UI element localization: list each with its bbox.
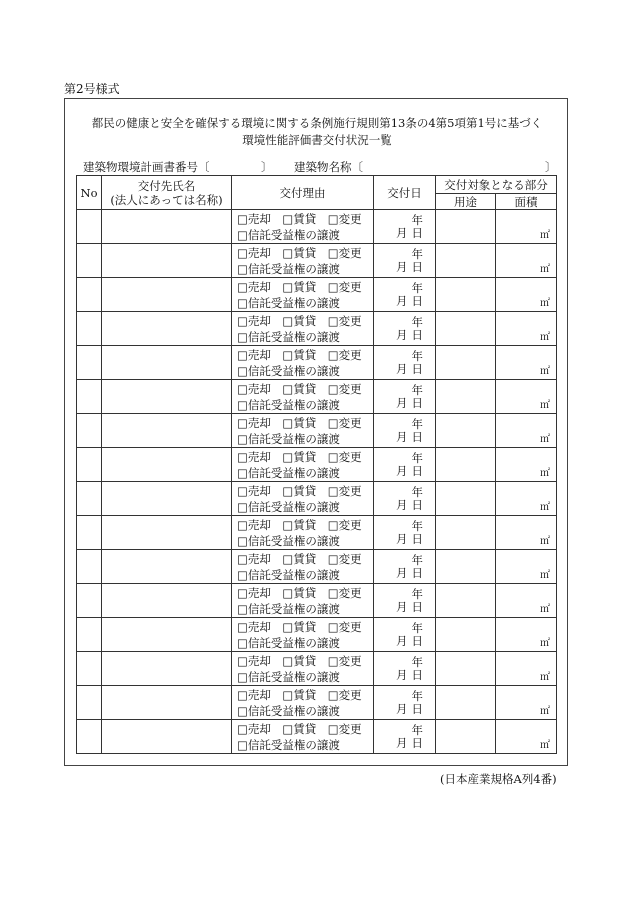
cell-no[interactable] [77,380,102,414]
cell-date[interactable] [374,652,436,686]
cell-no[interactable] [77,312,102,346]
reason-trust[interactable]: □信託受益権の譲渡 [237,295,340,310]
cell-use[interactable] [436,448,496,482]
reason-trust[interactable]: □信託受益権の譲渡 [237,499,340,514]
cell-use[interactable] [436,244,496,278]
date-year-label: 年 [411,689,423,703]
cell-date[interactable] [374,584,436,618]
header-recipient-line2: (法人にあっては名称) [110,192,223,207]
cell-use[interactable] [436,618,496,652]
cell-area[interactable] [496,278,557,312]
cell-use[interactable] [436,210,496,244]
cell-area[interactable] [496,720,557,754]
area-unit: ㎡ [540,672,550,683]
cell-use[interactable] [436,414,496,448]
reason-options[interactable]: □売却 □賃貸 □変更 [237,551,362,566]
cell-no[interactable] [77,482,102,516]
date-day-label: 日 [411,600,423,614]
date-day-label: 日 [411,736,423,750]
cell-reason[interactable] [232,686,374,720]
cell-use[interactable] [436,686,496,720]
cell-date[interactable] [374,414,436,448]
date-month-label: 月 [396,668,408,682]
table-row [77,720,557,754]
cell-reason[interactable] [232,210,374,244]
date-day-label: 日 [411,430,423,444]
date-year-label: 年 [411,553,423,567]
date-year-label: 年 [411,451,423,465]
cell-reason[interactable] [232,346,374,380]
reason-trust[interactable]: □信託受益権の譲渡 [237,601,340,616]
cell-no[interactable] [77,686,102,720]
area-unit: ㎡ [540,366,550,377]
cell-no[interactable] [77,278,102,312]
cell-reason[interactable] [232,380,374,414]
cell-reason[interactable] [232,516,374,550]
reason-options[interactable]: □売却 □賃貸 □変更 [237,619,362,634]
area-unit: ㎡ [540,434,550,445]
table-row [77,516,557,550]
date-year-label: 年 [411,621,423,635]
reason-trust[interactable]: □信託受益権の譲渡 [237,703,340,718]
cell-no[interactable] [77,210,102,244]
reason-trust[interactable]: □信託受益権の譲渡 [237,363,340,378]
reason-options[interactable]: □売却 □賃貸 □変更 [237,721,362,736]
cell-recipient[interactable] [102,618,232,652]
cell-use[interactable] [436,312,496,346]
cell-use[interactable] [436,346,496,380]
date-month-label: 月 [396,566,408,580]
cell-date[interactable] [374,278,436,312]
date-month-label: 月 [396,294,408,308]
date-month-label: 月 [396,362,408,376]
table-row [77,244,557,278]
date-month-label: 月 [396,736,408,750]
date-month-label: 月 [396,396,408,410]
cell-area[interactable] [496,346,557,380]
reason-options[interactable]: □売却 □賃貸 □変更 [237,517,362,532]
table-row [77,550,557,584]
header-recipient-line1: 交付先氏名 [137,178,196,193]
reason-trust[interactable]: □信託受益権の譲渡 [237,227,340,242]
cell-no[interactable] [77,618,102,652]
reason-options[interactable]: □売却 □賃貸 □変更 [237,381,362,396]
cell-use[interactable] [436,652,496,686]
cell-no[interactable] [77,244,102,278]
cell-recipient[interactable] [102,482,232,516]
cell-date[interactable] [374,482,436,516]
paper-size-note: (日本産業規格A列4番) [440,772,557,786]
issuance-table [76,175,557,754]
cell-reason[interactable] [232,278,374,312]
cell-area[interactable] [496,686,557,720]
reason-options[interactable]: □売却 □賃貸 □変更 [237,415,362,430]
date-month-label: 月 [396,600,408,614]
cell-recipient[interactable] [102,652,232,686]
cell-date[interactable] [374,312,436,346]
building-name-label: 建築物名称〔 [294,160,363,174]
cell-use[interactable] [436,516,496,550]
cell-area[interactable] [496,244,557,278]
cell-recipient[interactable] [102,584,232,618]
reason-options[interactable]: □売却 □賃貸 □変更 [237,313,362,328]
area-unit: ㎡ [540,332,550,343]
info-row [83,159,557,175]
reason-options[interactable]: □売却 □賃貸 □変更 [237,449,362,464]
reason-trust[interactable]: □信託受益権の譲渡 [237,261,340,276]
reason-trust[interactable]: □信託受益権の譲渡 [237,737,340,752]
header-recipient [102,176,232,210]
date-day-label: 日 [411,226,423,240]
form-title-line2: 環境性能評価書交付状況一覧 [242,133,392,147]
cell-reason[interactable] [232,448,374,482]
cell-area[interactable] [496,652,557,686]
area-unit: ㎡ [540,604,550,615]
cell-no[interactable] [77,652,102,686]
table-row [77,278,557,312]
date-day-label: 日 [411,566,423,580]
table-row [77,618,557,652]
cell-reason[interactable] [232,482,374,516]
date-month-label: 月 [396,634,408,648]
date-year-label: 年 [411,315,423,329]
cell-reason[interactable] [232,244,374,278]
reason-options[interactable]: □売却 □賃貸 □変更 [237,347,362,362]
area-unit: ㎡ [540,298,550,309]
date-year-label: 年 [411,587,423,601]
cell-reason[interactable] [232,652,374,686]
date-year-label: 年 [411,519,423,533]
table-row [77,414,557,448]
date-day-label: 日 [411,260,423,274]
reason-options[interactable]: □売却 □賃貸 □変更 [237,687,362,702]
cell-recipient[interactable] [102,720,232,754]
date-year-label: 年 [411,247,423,261]
date-month-label: 月 [396,430,408,444]
date-day-label: 日 [411,362,423,376]
date-day-label: 日 [411,498,423,512]
area-unit: ㎡ [540,706,550,717]
date-year-label: 年 [411,281,423,295]
cell-area[interactable] [496,380,557,414]
date-day-label: 日 [411,396,423,410]
plan-number-close: 〕 [261,160,273,174]
date-month-label: 月 [396,226,408,240]
date-month-label: 月 [396,260,408,274]
cell-reason[interactable] [232,312,374,346]
date-month-label: 月 [396,702,408,716]
area-unit: ㎡ [540,230,550,241]
cell-area[interactable] [496,482,557,516]
area-unit: ㎡ [540,638,550,649]
table-row [77,584,557,618]
cell-date[interactable] [374,346,436,380]
header-use: 用途 [436,194,496,210]
header-target: 交付対象となる部分 [436,176,557,194]
cell-reason[interactable] [232,414,374,448]
date-day-label: 日 [411,328,423,342]
table-row [77,448,557,482]
table-body [77,210,557,754]
table-row [77,482,557,516]
date-year-label: 年 [411,655,423,669]
table-row [77,380,557,414]
date-year-label: 年 [411,383,423,397]
date-month-label: 月 [396,464,408,478]
reason-trust[interactable]: □信託受益権の譲渡 [237,533,340,548]
cell-use[interactable] [436,380,496,414]
reason-options[interactable]: □売却 □賃貸 □変更 [237,211,362,226]
cell-date[interactable] [374,618,436,652]
cell-recipient[interactable] [102,380,232,414]
cell-recipient[interactable] [102,448,232,482]
date-day-label: 日 [411,634,423,648]
cell-date[interactable] [374,686,436,720]
date-day-label: 日 [411,668,423,682]
cell-recipient[interactable] [102,210,232,244]
table-row [77,346,557,380]
cell-date[interactable] [374,380,436,414]
reason-options[interactable]: □売却 □賃貸 □変更 [237,653,362,668]
cell-recipient[interactable] [102,686,232,720]
cell-no[interactable] [77,516,102,550]
cell-area[interactable] [496,584,557,618]
cell-date[interactable] [374,720,436,754]
date-year-label: 年 [411,213,423,227]
cell-no[interactable] [77,720,102,754]
cell-reason[interactable] [232,618,374,652]
reason-options[interactable]: □売却 □賃貸 □変更 [237,483,362,498]
cell-recipient[interactable] [102,550,232,584]
date-day-label: 日 [411,294,423,308]
date-day-label: 日 [411,702,423,716]
date-day-label: 日 [411,464,423,478]
cell-use[interactable] [436,550,496,584]
form-number: 第2号様式 [64,82,120,96]
cell-use[interactable] [436,278,496,312]
cell-area[interactable] [496,414,557,448]
cell-no[interactable] [77,346,102,380]
building-name-close: 〕 [545,160,557,174]
cell-area[interactable] [496,550,557,584]
header-area: 面積 [496,194,557,210]
date-year-label: 年 [411,485,423,499]
cell-reason[interactable] [232,720,374,754]
form-frame [64,98,568,766]
plan-number-label: 建築物環境計画書番号〔 [83,160,210,174]
date-year-label: 年 [411,723,423,737]
reason-trust[interactable]: □信託受益権の譲渡 [237,669,340,684]
cell-recipient[interactable] [102,516,232,550]
reason-trust[interactable]: □信託受益権の譲渡 [237,329,340,344]
table-row [77,210,557,244]
cell-no[interactable] [77,448,102,482]
cell-area[interactable] [496,210,557,244]
date-year-label: 年 [411,417,423,431]
area-unit: ㎡ [540,502,550,513]
date-month-label: 月 [396,328,408,342]
cell-recipient[interactable] [102,414,232,448]
header-no: No [77,176,102,210]
reason-options[interactable]: □売却 □賃貸 □変更 [237,279,362,294]
table-row [77,686,557,720]
table-row [77,652,557,686]
cell-no[interactable] [77,414,102,448]
reason-trust[interactable]: □信託受益権の譲渡 [237,465,340,480]
area-unit: ㎡ [540,570,550,581]
date-month-label: 月 [396,498,408,512]
cell-no[interactable] [77,584,102,618]
area-unit: ㎡ [540,740,550,751]
cell-recipient[interactable] [102,278,232,312]
cell-use[interactable] [436,720,496,754]
cell-date[interactable] [374,448,436,482]
table-row [77,312,557,346]
cell-recipient[interactable] [102,346,232,380]
reason-trust[interactable]: □信託受益権の譲渡 [237,431,340,446]
cell-reason[interactable] [232,584,374,618]
reason-options[interactable]: □売却 □賃貸 □変更 [237,585,362,600]
date-day-label: 日 [411,532,423,546]
date-year-label: 年 [411,349,423,363]
cell-date[interactable] [374,210,436,244]
area-unit: ㎡ [540,264,550,275]
cell-use[interactable] [436,482,496,516]
cell-recipient[interactable] [102,244,232,278]
cell-area[interactable] [496,312,557,346]
cell-area[interactable] [496,448,557,482]
date-month-label: 月 [396,532,408,546]
cell-date[interactable] [374,516,436,550]
cell-no[interactable] [77,550,102,584]
area-unit: ㎡ [540,400,550,411]
reason-options[interactable]: □売却 □賃貸 □変更 [237,245,362,260]
cell-area[interactable] [496,516,557,550]
cell-area[interactable] [496,618,557,652]
reason-trust[interactable]: □信託受益権の譲渡 [237,567,340,582]
area-unit: ㎡ [540,536,550,547]
reason-trust[interactable]: □信託受益権の譲渡 [237,397,340,412]
area-unit: ㎡ [540,468,550,479]
cell-date[interactable] [374,550,436,584]
cell-reason[interactable] [232,550,374,584]
cell-date[interactable] [374,244,436,278]
header-reason: 交付理由 [232,176,374,210]
reason-trust[interactable]: □信託受益権の譲渡 [237,635,340,650]
cell-recipient[interactable] [102,312,232,346]
header-date: 交付日 [374,176,436,210]
form-title-line1: 都民の健康と安全を確保する環境に関する条例施行規則第13条の4第5項第1号に基づく [91,116,543,130]
cell-use[interactable] [436,584,496,618]
